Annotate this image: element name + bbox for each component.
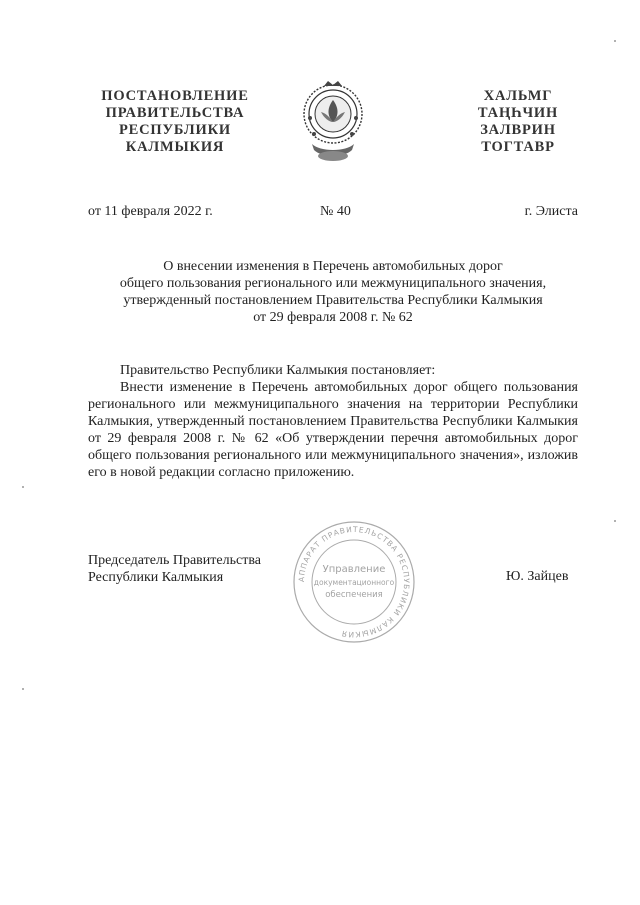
signatory-position-line: Республики Калмыкия <box>88 570 224 585</box>
document-date: от 11 февраля 2022 г. <box>88 204 213 219</box>
signatory-name: Ю. Зайцев <box>506 569 569 584</box>
scan-speck <box>22 486 24 488</box>
document-city: г. Элиста <box>524 204 578 219</box>
stamp-line: документационного <box>313 578 395 587</box>
body-paragraph-decree: Правительство Республики Калмыкия постановляет: <box>120 363 436 378</box>
scan-speck <box>22 688 24 690</box>
header-left-line: ПОСТАНОВЛЕНИЕ <box>101 88 249 104</box>
header-right-line: ЗАЛВРИН <box>480 122 556 138</box>
header-left-title <box>80 88 270 156</box>
stamp-line: обеспечения <box>325 590 383 600</box>
signatory-position <box>88 552 261 586</box>
document-number: № 40 <box>320 204 351 219</box>
header-left-line: КАЛМЫКИЯ <box>125 139 225 155</box>
scan-speck <box>614 520 616 522</box>
stamp-ring-text: АППАРАТ ПРАВИТЕЛЬСТВА РЕСПУБЛИКИ КАЛМЫКИЯ <box>296 524 412 640</box>
official-stamp <box>290 518 418 646</box>
stamp-line: Управление <box>322 564 386 575</box>
header-right-title <box>448 88 588 156</box>
title-line: О внесении изменения в Перечень автомобильных дорог <box>163 259 503 274</box>
header-right-line: ТАҢҺЧИН <box>477 105 559 121</box>
title-line: от 29 февраля 2008 г. № 62 <box>253 310 413 325</box>
scan-speck <box>614 40 616 42</box>
emblem-icon <box>300 78 366 164</box>
document-body <box>88 362 578 481</box>
header-right-line: ХАЛЬМГ <box>483 88 553 104</box>
header-left-line: ПРАВИТЕЛЬСТВА <box>105 105 245 121</box>
header-right-line: ТОГТАВР <box>481 139 555 155</box>
header-left-line: РЕСПУБЛИКИ <box>118 122 232 138</box>
document-meta-line <box>88 204 578 224</box>
title-line: общего пользования регионального или межмуниципального значения, <box>119 276 547 291</box>
body-paragraph-main: Внести изменение в Перечень автомобильных дорог общего пользования регионального или межмуниципального значения на территории Республики Калмыкия, утвержденный постановлением Правительства Республики Калмыкия от 29 февраля 2008 г. № 62 «Об утверждении перечня автомобильных дорог общего пользования регионального или межмуниципального значения», изложив его в новой редакции согласно приложению. <box>88 380 578 480</box>
title-line: утвержденный постановлением Правительства Республики Калмыкия <box>123 293 543 308</box>
document-title <box>88 258 578 326</box>
signatory-position-line: Председатель Правительства <box>88 553 261 568</box>
